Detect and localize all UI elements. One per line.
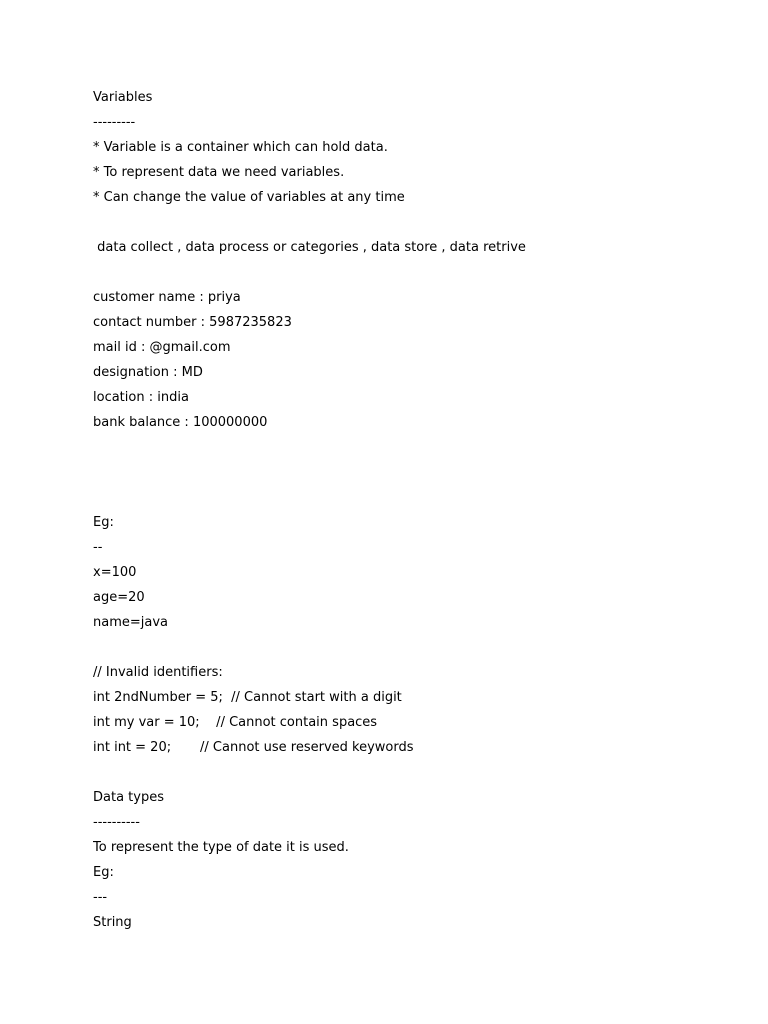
blank-line (93, 260, 733, 285)
field-line: designation : MD (93, 365, 203, 380)
code-line: name=java (93, 615, 168, 630)
code-line: String (93, 915, 132, 930)
example-heading: Eg: (93, 865, 114, 880)
code-line: int my var = 10; // Cannot contain spaces (93, 715, 378, 730)
example-underline: -- (93, 540, 103, 555)
blank-line (93, 760, 733, 785)
heading-underline: --------- (93, 115, 136, 130)
field-line: customer name : priya (93, 290, 241, 305)
field-line: location : india (93, 390, 189, 405)
example-underline: --- (93, 890, 108, 905)
code-line: age=20 (93, 590, 145, 605)
bullet-line: * To represent data we need variables. (93, 165, 345, 180)
field-line: mail id : @gmail.com (93, 340, 231, 355)
blank-line (93, 485, 733, 510)
example-heading: Eg: (93, 515, 114, 530)
blank-line (93, 635, 733, 660)
code-comment-line: // Invalid identifiers: (93, 665, 223, 680)
heading-variables: Variables (93, 90, 153, 105)
heading-data-types: Data types (93, 790, 164, 805)
blank-line (93, 210, 733, 235)
text-line: To represent the type of date it is used. (93, 840, 349, 855)
code-line: x=100 (93, 565, 137, 580)
blank-line (93, 435, 733, 460)
text-line: data collect , data process or categories , data store , data retrive (93, 240, 526, 255)
bullet-line: * Can change the value of variables at any time (93, 190, 405, 205)
bullet-line: * Variable is a container which can hold data. (93, 140, 388, 155)
code-line: int int = 20; // Cannot use reserved keywords (93, 740, 414, 755)
document-text (93, 85, 733, 935)
field-line: contact number : 5987235823 (93, 315, 292, 330)
blank-line (93, 460, 733, 485)
field-line: bank balance : 100000000 (93, 415, 268, 430)
code-line: int 2ndNumber = 5; // Cannot start with a digit (93, 690, 402, 705)
heading-underline: ---------- (93, 815, 140, 830)
